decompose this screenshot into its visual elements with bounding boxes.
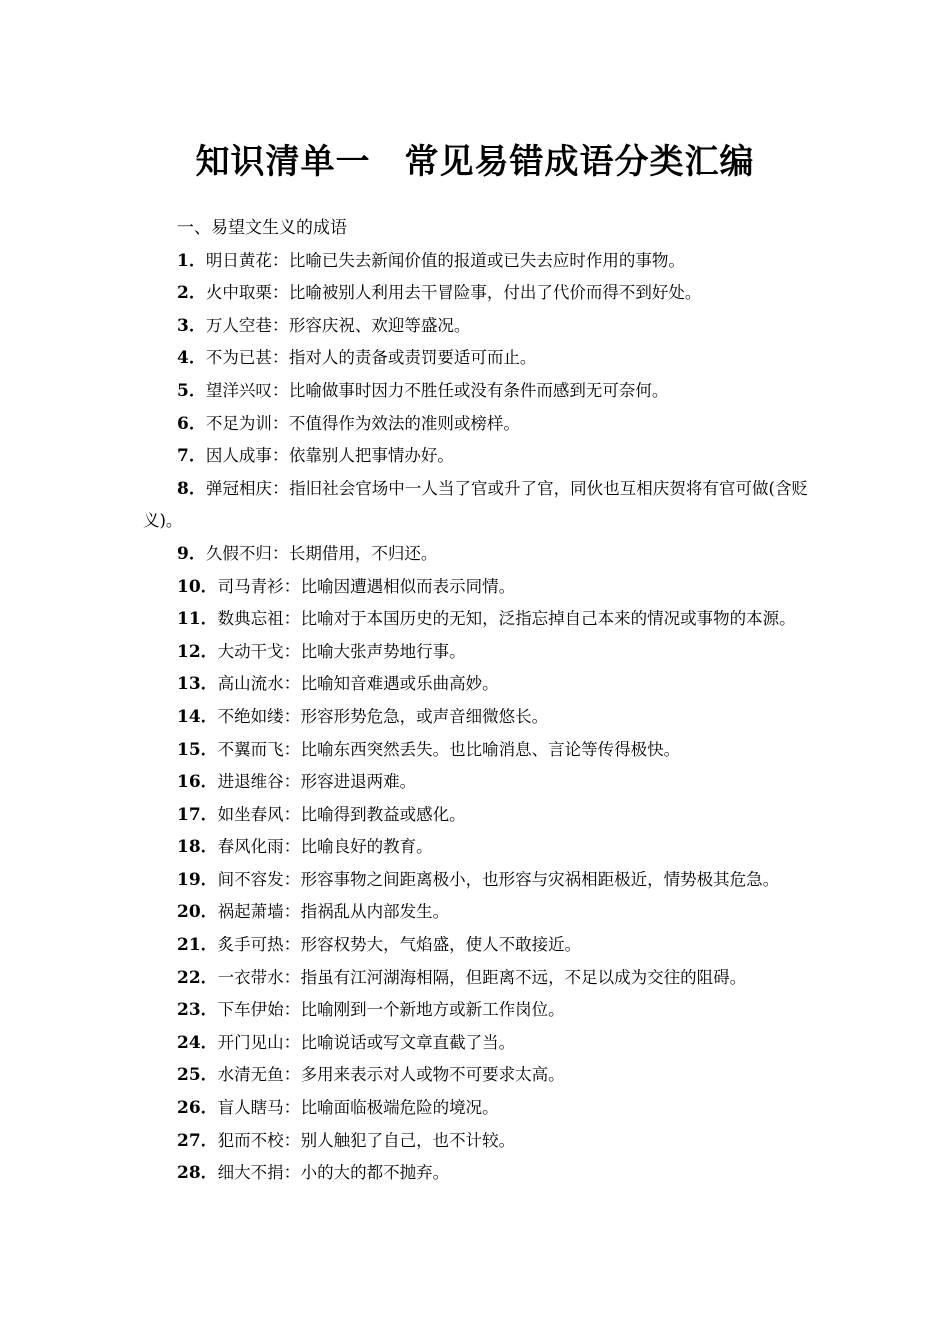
entry-number: 8 [177, 478, 189, 499]
entry-colon: ： [283, 935, 301, 956]
entry-colon: ： [271, 315, 289, 336]
entry-separator: ． [200, 804, 218, 825]
entry-number: 12 [177, 641, 201, 662]
idiom-definition: 多用来表示对人或物不可要求太高。 [300, 1065, 565, 1085]
entry-separator: ． [200, 935, 218, 956]
idiom-term: 水清无鱼 [217, 1065, 284, 1085]
entry-separator: ． [200, 609, 218, 630]
idiom-term: 间不容发 [217, 869, 284, 889]
entry-number: 9 [177, 543, 189, 564]
entry-number: 7 [177, 446, 189, 467]
entry-separator: ． [200, 1065, 218, 1086]
entry-separator: ． [188, 315, 206, 336]
entry-colon: ： [283, 706, 301, 727]
entry-colon: ： [271, 543, 289, 564]
entry-number: 17 [177, 804, 201, 825]
entry-colon: ： [271, 250, 289, 271]
entry-separator: ． [200, 706, 218, 727]
entry-colon: ： [283, 1000, 301, 1021]
idiom-term: 盲人瞎马 [217, 1098, 284, 1118]
idiom-definition: 形容形势危急，或声音细微悠长。 [300, 706, 549, 726]
idiom-term: 进退维谷 [217, 772, 284, 792]
idiom-entry [143, 831, 808, 864]
idiom-definition: 比喻已失去新闻价值的报道或已失去应时作用的事物。 [288, 250, 685, 270]
entry-colon: ： [283, 869, 301, 890]
idiom-entry [143, 799, 808, 832]
idiom-definition: 比喻做事时因力不胜任或没有条件而感到无可奈何。 [288, 380, 669, 400]
entry-colon: ： [283, 609, 301, 630]
entry-colon: ： [283, 804, 301, 825]
idiom-term: 下车伊始 [217, 1000, 284, 1020]
entry-colon: ： [283, 674, 301, 695]
idiom-entry [143, 603, 808, 636]
idiom-entry [143, 896, 808, 929]
idiom-entry [143, 668, 808, 701]
entry-colon: ： [271, 348, 289, 369]
idiom-entry [143, 538, 808, 571]
idiom-term: 万人空巷 [205, 315, 272, 335]
entry-number: 26 [177, 1098, 201, 1119]
idiom-term: 不绝如缕 [217, 706, 284, 726]
idiom-entry [143, 864, 808, 897]
entry-number: 1 [177, 250, 189, 271]
idiom-definition: 形容进退两难。 [300, 772, 417, 792]
idiom-definition: 依靠别人把事情办好。 [288, 446, 454, 466]
idiom-definition: 形容事物之间距离极小，也形容与灾祸相距极近，情势极其危急。 [300, 869, 780, 889]
entry-colon: ： [272, 478, 290, 499]
entry-number: 6 [177, 413, 189, 434]
entry-separator: ． [200, 1098, 218, 1119]
idiom-definition: 比喻知音难遇或乐曲高妙。 [300, 674, 499, 694]
entry-separator: ． [200, 869, 218, 890]
idiom-term: 火中取栗 [205, 283, 272, 303]
entry-colon: ： [283, 967, 301, 988]
entry-number: 5 [177, 380, 189, 401]
entry-number: 27 [177, 1130, 201, 1151]
idiom-term: 大动干戈 [217, 641, 284, 661]
idiom-term: 不翼而飞 [217, 739, 284, 759]
idiom-entry [143, 766, 808, 799]
entry-number: 15 [177, 739, 201, 760]
entry-number: 13 [177, 674, 201, 695]
idiom-entry [143, 701, 808, 734]
entry-separator: ． [200, 674, 218, 695]
entry-separator: ． [200, 1032, 218, 1053]
idiom-entry [143, 1027, 808, 1060]
idiom-definition: 比喻东西突然丢失。也比喻消息、言论等传得极快。 [300, 739, 681, 759]
entry-number: 10 [177, 576, 201, 597]
idiom-definition: 比喻因遭遇相似而表示同情。 [300, 576, 516, 596]
idiom-definition: 比喻面临极端危险的境况。 [300, 1098, 499, 1118]
idiom-definition: 别人触犯了自己，也不计较。 [300, 1130, 516, 1150]
entry-number: 2 [177, 283, 189, 304]
idiom-definition: 比喻得到教益或感化。 [300, 804, 466, 824]
entry-colon: ： [271, 380, 289, 401]
idiom-term: 犯而不校 [217, 1130, 284, 1150]
title-part-2: 常见易错成语分类汇编 [404, 142, 755, 182]
idiom-entry [143, 929, 808, 962]
title-part-1: 知识清单一 [195, 142, 371, 182]
entry-separator: ． [200, 1000, 218, 1021]
entry-colon: ： [283, 1098, 301, 1119]
entry-colon: ： [283, 576, 301, 597]
entry-separator: ． [188, 413, 206, 434]
idiom-term: 开门见山 [217, 1032, 284, 1052]
entry-number: 24 [177, 1032, 201, 1053]
entry-separator: ． [188, 543, 206, 564]
entry-colon: ： [283, 1065, 301, 1086]
entry-colon: ： [271, 446, 289, 467]
idiom-term: 一衣带水 [217, 967, 284, 987]
entry-number: 4 [177, 348, 189, 369]
idiom-definition: 指祸乱从内部发生。 [300, 902, 450, 922]
entry-separator: ． [200, 772, 218, 793]
idiom-entry [143, 571, 808, 604]
entry-number: 20 [177, 902, 201, 923]
entry-separator: ． [188, 478, 206, 499]
idiom-entry [143, 994, 808, 1027]
entry-separator: ． [188, 250, 206, 271]
entry-separator: ． [188, 380, 206, 401]
idiom-definition: 比喻被别人利用去干冒险事，付出了代价而得不到好处。 [288, 283, 702, 303]
entry-number: 16 [177, 772, 201, 793]
entry-colon: ： [283, 1163, 301, 1184]
entry-number: 18 [177, 837, 201, 858]
idiom-term: 不为已甚 [205, 348, 272, 368]
idiom-entry [143, 962, 808, 995]
idiom-term: 不足为训 [205, 413, 272, 433]
idiom-entry [143, 342, 808, 375]
idiom-definition: 形容庆祝、欢迎等盛况。 [288, 315, 471, 335]
idiom-term: 数典忘祖 [217, 609, 284, 629]
idiom-entry [143, 1092, 808, 1125]
idiom-entry [143, 473, 808, 538]
idiom-entry [143, 408, 808, 441]
entry-separator: ． [200, 1130, 218, 1151]
entry-colon: ： [283, 772, 301, 793]
idiom-entry [143, 1059, 808, 1092]
idiom-definition: 指旧社会官场中一人当了官或升了官，同伙也互相庆贺将有官可做(含贬义)。 [143, 478, 809, 531]
entry-separator: ． [200, 641, 218, 662]
entry-separator: ． [188, 348, 206, 369]
entry-number: 11 [177, 609, 201, 630]
idiom-term: 因人成事 [205, 446, 272, 466]
idiom-definition: 指虽有江河湖海相隔，但距离不远，不足以成为交往的阻碍。 [300, 967, 747, 987]
idiom-entry [143, 440, 808, 473]
idiom-term: 司马青衫 [217, 576, 284, 596]
idiom-definition: 比喻说话或写文章直截了当。 [300, 1032, 516, 1052]
page-title [0, 140, 950, 184]
entry-colon: ： [283, 1130, 301, 1151]
entry-separator: ． [200, 739, 218, 760]
entry-number: 25 [177, 1065, 201, 1086]
entry-separator: ． [200, 1163, 218, 1184]
document-body [143, 213, 808, 1190]
entry-separator: ． [200, 576, 218, 597]
idiom-definition: 不值得作为效法的准则或榜样。 [288, 413, 520, 433]
idiom-entry [143, 245, 808, 278]
idiom-term: 高山流水 [217, 674, 284, 694]
idiom-definition: 长期借用，不归还。 [288, 543, 438, 563]
idiom-term: 弹冠相庆 [205, 478, 273, 498]
entry-separator: ． [188, 446, 206, 467]
idiom-definition: 小的大的都不抛弃。 [300, 1163, 450, 1183]
idiom-term: 久假不归 [205, 543, 272, 563]
idiom-definition: 形容权势大，气焰盛，使人不敢接近。 [300, 935, 582, 955]
entry-colon: ： [283, 902, 301, 923]
entry-separator: ． [188, 283, 206, 304]
idiom-definition: 比喻大张声势地行事。 [300, 641, 466, 661]
entry-colon: ： [283, 739, 301, 760]
idiom-entry [143, 636, 808, 669]
idiom-term: 炙手可热 [217, 935, 284, 955]
idiom-entry [143, 1125, 808, 1158]
idiom-list [143, 245, 808, 1190]
entry-colon: ： [283, 641, 301, 662]
entry-number: 21 [177, 935, 201, 956]
idiom-term: 祸起萧墙 [217, 902, 284, 922]
entry-colon: ： [283, 837, 301, 858]
idiom-term: 细大不捐 [217, 1163, 284, 1183]
entry-number: 3 [177, 315, 189, 336]
section-heading: 一、易望文生义的成语 [177, 218, 347, 238]
entry-separator: ． [200, 967, 218, 988]
entry-colon: ： [271, 283, 289, 304]
idiom-term: 如坐春风 [217, 804, 284, 824]
entry-number: 23 [177, 1000, 201, 1021]
idiom-term: 春风化雨 [217, 837, 284, 857]
entry-colon: ： [283, 1032, 301, 1053]
idiom-entry [143, 375, 808, 408]
idiom-definition: 指对人的责备或责罚要适可而止。 [288, 348, 537, 368]
idiom-entry [143, 310, 808, 343]
entry-separator: ． [200, 837, 218, 858]
entry-colon: ： [271, 413, 289, 434]
idiom-entry [143, 734, 808, 767]
entry-number: 22 [177, 967, 201, 988]
entry-number: 14 [177, 706, 201, 727]
idiom-term: 望洋兴叹 [205, 380, 272, 400]
idiom-definition: 比喻对于本国历史的无知，泛指忘掉自己本来的情况或事物的本源。 [300, 609, 796, 629]
idiom-entry [143, 277, 808, 310]
idiom-term: 明日黄花 [205, 250, 272, 270]
entry-separator: ． [200, 902, 218, 923]
idiom-entry [143, 1157, 808, 1190]
entry-number: 19 [177, 869, 201, 890]
idiom-definition: 比喻良好的教育。 [300, 837, 433, 857]
idiom-definition: 比喻刚到一个新地方或新工作岗位。 [300, 1000, 565, 1020]
entry-number: 28 [177, 1163, 201, 1184]
